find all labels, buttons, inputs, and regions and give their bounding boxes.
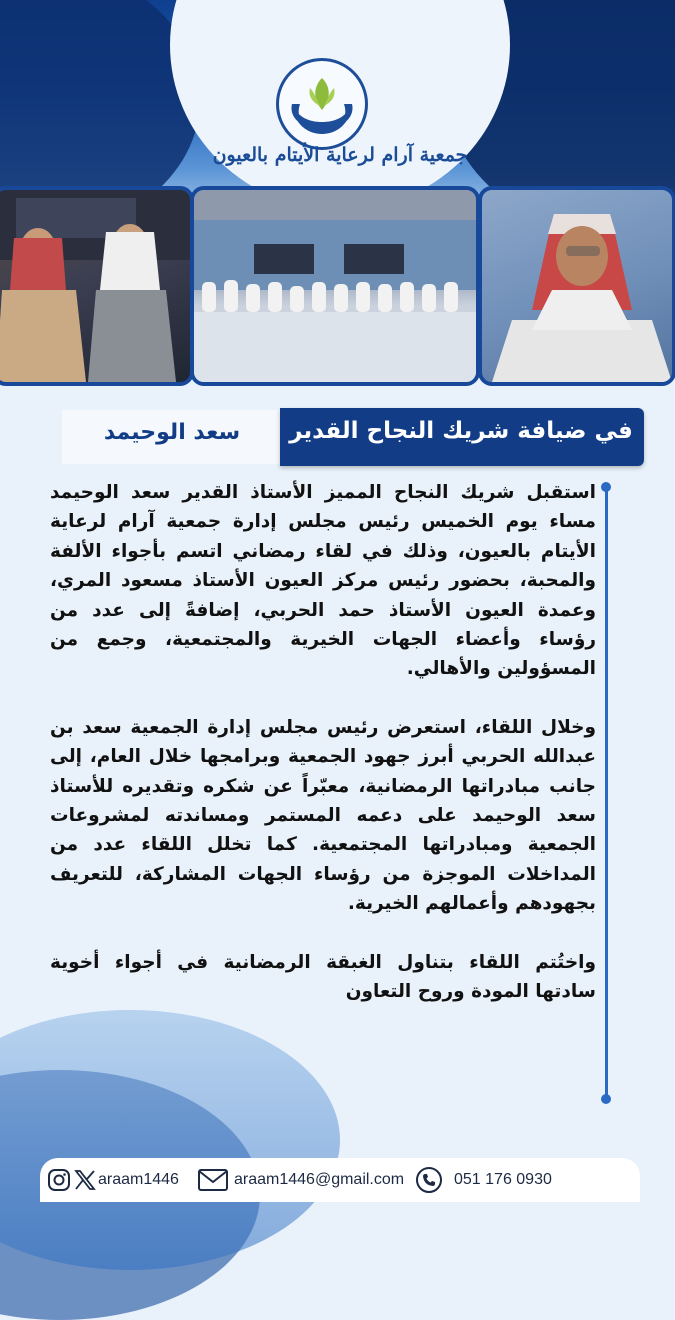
article-paragraph: واختُتم اللقاء بتناول الغبقة الرمضانية في أجواء أخوية سادتها المودة وروح التعاون: [50, 951, 596, 1003]
phone-icon: [414, 1167, 444, 1193]
article-timeline-line: [605, 486, 608, 1098]
instagram-icon[interactable]: [46, 1167, 72, 1193]
phone-contact[interactable]: [414, 1166, 552, 1194]
article-body: [50, 478, 596, 1036]
article-paragraph: وخلال اللقاء، استعرض رئيس مجلس إدارة الجمعية سعد بن عبدالله الحربي أبرز جهود الجمعية وبرامجها خلال العام، إلى جانب مبادراتها الرمضانية، معبّراً عن شكره وتقديره للأستاذ سعد الوحيمد على دعمه المستمر ومساندته لمشروعات الجمعية ومبادراتها المجتمعية. كما تخلل اللقاء عدد من المداخلات الموجزة من رؤساء الجهات المشاركة، للتعريف بجهودهم وأعمالهم الخيرية.: [50, 716, 596, 915]
social-handle[interactable]: araam1446: [98, 1171, 179, 1188]
phone-number[interactable]: 051 176 0930: [454, 1171, 552, 1188]
page-title: في ضيافة شريك النجاح القدير: [289, 418, 633, 444]
photo-meeting-hall: [190, 186, 480, 386]
photo-two-men: [0, 186, 194, 386]
guest-name: سعد الوحيمد: [103, 420, 241, 445]
email-address[interactable]: araam1446@gmail.com: [234, 1171, 405, 1188]
org-name: جمعية آرام لرعاية الأيتام بالعيون: [212, 144, 468, 166]
x-twitter-icon[interactable]: [72, 1167, 98, 1193]
hands-leaf-icon: [282, 64, 362, 144]
timeline-dot-bottom: [601, 1094, 611, 1104]
org-logo: [276, 58, 368, 150]
mail-icon: [196, 1167, 230, 1193]
email-contact[interactable]: [196, 1166, 404, 1194]
article-paragraph: استقبل شريك النجاح المميز الأستاذ القدير سعد الوحيمد مساء يوم الخميس رئيس مجلس إدارة جمعية آرام لرعاية الأيتام بالعيون، وذلك في لقاء رمضاني اتسم بأجواء الألفة والمحبة، بحضور رئيس مركز العيون الأستاذ مسعود المري، وعمدة العيون الأستاذ حمد الحربي، إضافةً إلى عدد من رؤساء وأعضاء الجهات الخيرية والمجتمعية، وجمع من المسؤولين والأهالي.: [50, 482, 596, 680]
footer-wave-light: [0, 1010, 340, 1270]
timeline-dot-top: [601, 482, 611, 492]
photo-guest-portrait: [478, 186, 675, 386]
social-links[interactable]: [46, 1166, 179, 1194]
